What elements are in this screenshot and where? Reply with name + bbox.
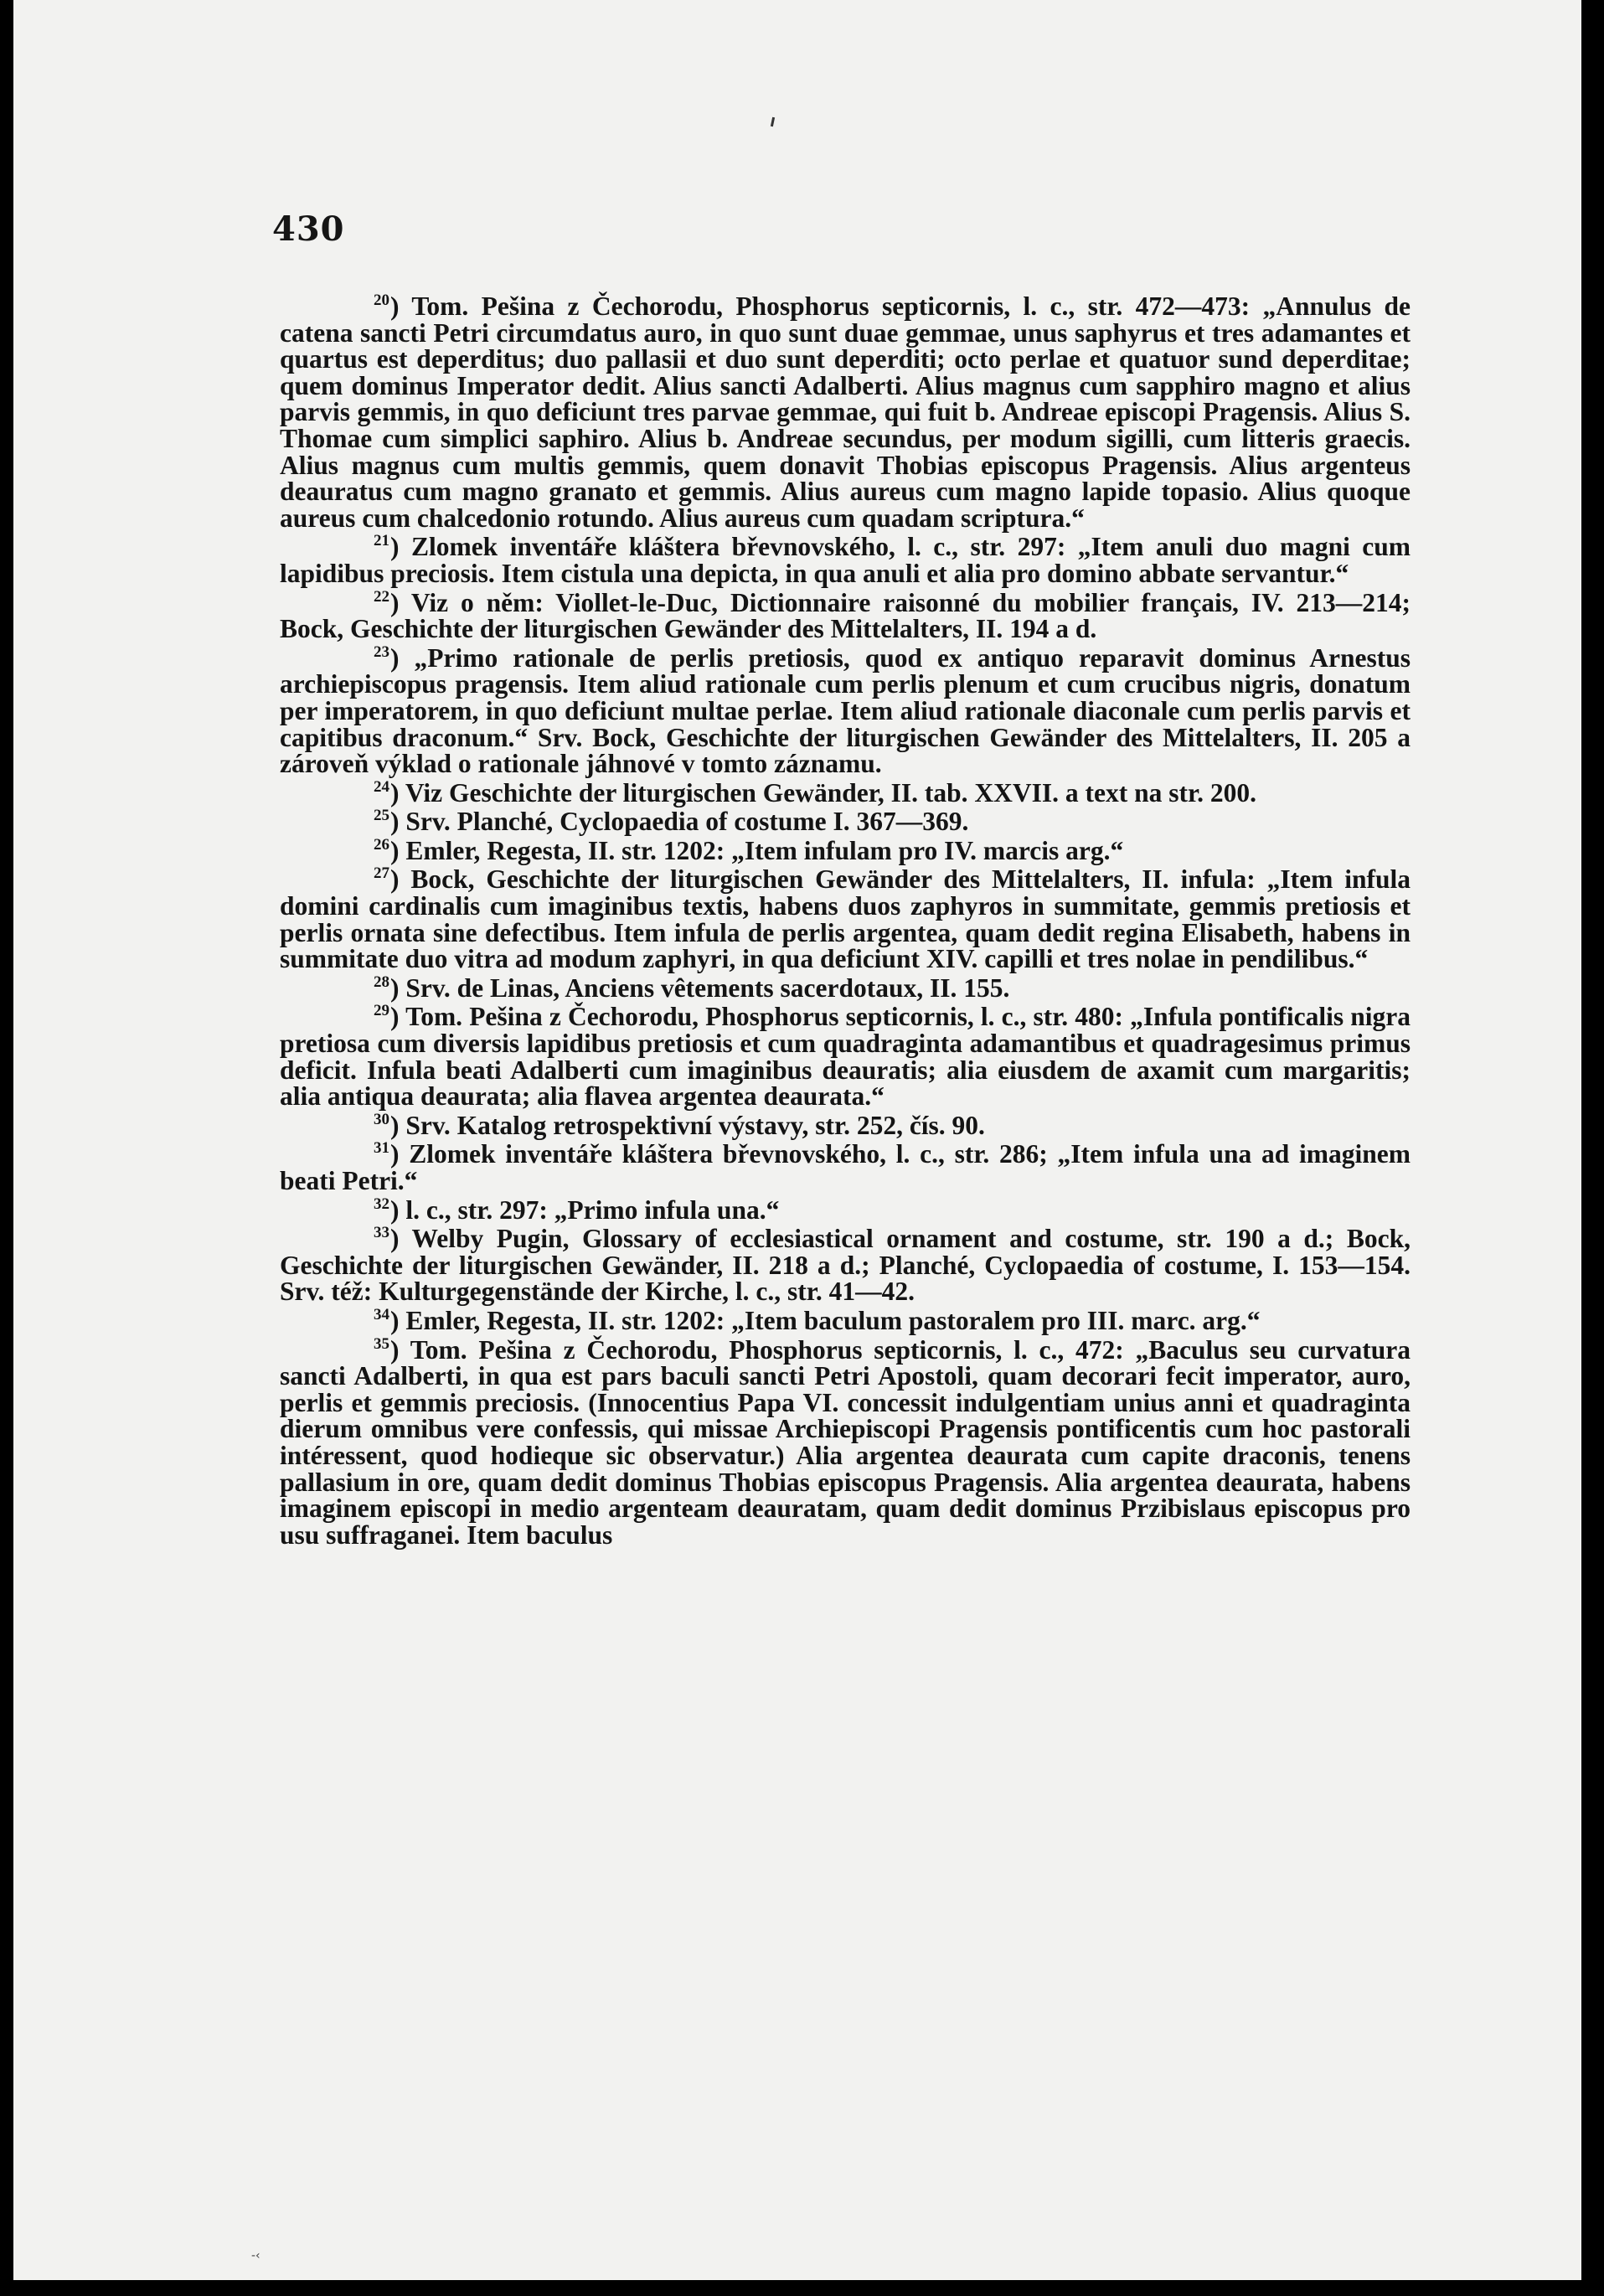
footnote-number: 23 [374, 642, 389, 661]
footnote: $^{21}$) Zlomek inventáře kláštera břevnovského, l. c., str. 297: „Item anuli duo magni cum lapidibus preciosis. Item cistula una depicta, in qua anuli et alia pro domino abbate servantur.“ [280, 532, 1411, 588]
footnote-number: 34 [374, 1305, 389, 1323]
footnote-text: Tom. Pešina z Čechorodu, Phosphorus septicornis, l. c., str. 480: „Infula pontificalis nigra pretiosa cum diversis lapidibus pretiosis et cum quadraginta adamantibus et quadragesimus primus deficit. Infula beati Adalberti cum imaginibus deauratis; alia eiusdem de axamit cum margaritis; alia antiqua deaurata; alia flavea argentea deaurata.“ [280, 1002, 1411, 1112]
footnote: $^{30}$) Srv. Katalog retrospektivní výstavy, str. 252, čís. 90. [374, 1110, 985, 1140]
footnote-text: Srv. de Linas, Anciens vêtements sacerdotaux, II. 155. [405, 973, 1010, 1003]
footnote: $^{26}$) Emler, Regesta, II. str. 1202: „Item infulam pro IV. marcis arg.“ [374, 835, 1124, 865]
ink-speck [771, 117, 775, 126]
footnote: $^{34}$) Emler, Regesta, II. str. 1202: „Item baculum pastoralem pro III. marc. arg.“ [374, 1305, 1261, 1335]
footnote: $^{24}$) Viz Geschichte der liturgischen Gewänder, II. tab. XXVII. a text na str. 200. [374, 777, 1256, 807]
footnote-number: 31 [374, 1139, 389, 1158]
footnote-text: l. c., str. 297: „Primo infula una.“ [405, 1194, 780, 1225]
footnote: $^{35}$) Tom. Pešina z Čechorodu, Phosphorus septicornis, l. c., 472: „Baculus seu curvatura sancti Adalberti, in qua est pars baculi sancti Petri Apostoli, quam decorari fecit imperator, auro, perlis et gemmis preciosis. (Innocentius Papa VI. concessit indulgentiam unius anni et quadraginta dierum omnibus vere confessis, qui missae Archiepiscopi Pragensis pontificentis cum hoc pastorali intéressent, quod hodieque sic observatur.) Alia argentea deaurata cum capite draconis, tenens pallasium in ore, quam dedit dominus Thobias episcopus Pragensis. Alia argentea deaurata, habens imaginem episcopi in medio argenteam deauratam, quam dedit dominus Przibislaus episcopus pro usu suffraganei. Item baculus [280, 1334, 1411, 1550]
footnote-text: Viz Geschichte der liturgischen Gewänder, II. tab. XXVII. a text na str. 200. [405, 777, 1256, 807]
footnote-number: 25 [374, 807, 389, 825]
footnote-text: Welby Pugin, Glossary of ecclesiastical ornament and costume, str. 190 a d.; Bock, Geschichte der liturgischen Gewänder, II. 218 a d.; Planché, Cyclopaedia of costume, I. 153—154. Srv. též: Kulturgegenstände der Kirche, l. c., str. 41—42. [280, 1224, 1411, 1307]
footnote-number: 32 [374, 1194, 389, 1213]
footnote-number: 24 [374, 777, 389, 796]
footnote: $^{28}$) Srv. de Linas, Anciens vêtements sacerdotaux, II. 155. [374, 973, 1010, 1003]
footnote-number: 22 [374, 587, 389, 606]
footnote-text: Zlomek inventáře kláštera břevnovského, l. c., str. 297: „Item anuli duo magni cum lapidibus preciosis. Item cistula una depicta, in qua anuli et alia pro domino abbate servantur.“ [280, 532, 1411, 588]
footnote: $^{23}$) „Primo rationale de perlis pretiosis, quod ex antiquo reparavit dominus Arnestus archiepiscopus pragensis. Item aliud rationale cum perlis plenum et cum crucibus nigris, donatum per imperatorem, in quo deficiunt multae perlae. Item aliud rationale diaconale cum perlis parvis et capitibus draconum.“ Srv. Bock, Geschichte der liturgischen Gewänder des Mittelalters, II. 205 a zároveň výklad o rationale jáhnové v tomto záznamu. [280, 642, 1411, 779]
footnote-number: 20 [374, 292, 389, 309]
footnote-number: 28 [374, 973, 389, 991]
footnote: $^{33}$) Welby Pugin, Glossary of ecclesiastical ornament and costume, str. 190 a d.; Bock, Geschichte der liturgischen Gewänder, II. 218 a d.; Planché, Cyclopaedia of costume, I. 153—154. Srv. též: Kulturgegenstände der Kirche, l. c., str. 41—42. [280, 1224, 1411, 1307]
footnote-text: Tom. Pešina z Čechorodu, Phosphorus septicornis, l. c., str. 472—473: „Annulus de catena sancti Petri circumdatus auro, in quo sunt duae gemmae, unus saphyrus et tres adamantes et quartus est deperditus; duo pallasii et duo sunt deperditi; octo perlae et quatuor sund deperditae; quem dominus Imperator dedit. Alius sancti Adalberti. Alius magnus cum sapphiro magno et alius parvis gemmis, in quo deficiunt tres parvae gemmae, qui fuit b. Andreae episcopi Pragensis. Alius S. Thomae cum simplici saphiro. Alius b. Andreae secundus, per modum sigilli, cum litteris graecis. Alius magnus cum multis gemmis, quem donavit Thobias episcopus Pragensis. Alius argenteus deauratus cum magno granato et gemmis. Alius aureus cum magno lapide topasio. Alius quoque aureus cum chalcedonio rotundo. Alius aureus cum quadam scriptura.“ [280, 292, 1411, 533]
footnote-number: 27 [374, 864, 389, 883]
footnote-text: Emler, Regesta, II. str. 1202: „Item infulam pro IV. marcis arg.“ [405, 835, 1124, 865]
footnote: $^{32}$) l. c., str. 297: „Primo infula una.“ [374, 1194, 780, 1225]
footnote-number: 33 [374, 1224, 389, 1242]
footnote: $^{29}$) Tom. Pešina z Čechorodu, Phosphorus septicornis, l. c., str. 480: „Infula pontificalis nigra pretiosa cum diversis lapidibus pretiosis et cum quadraginta adamantibus et quadragesimus primus deficit. Infula beati Adalberti cum imaginibus deauratis; alia eiusdem de axamit cum margaritis; alia antiqua deaurata; alia flavea argentea deaurata.“ [280, 1002, 1411, 1112]
footnote-text: „Primo rationale de perlis pretiosis, quod ex antiquo reparavit dominus Arnestus archiepiscopus pragensis. Item aliud rationale cum perlis plenum et cum crucibus nigris, donatum per imperatorem, in quo deficiunt multae perlae. Item aliud rationale diaconale cum perlis parvis et capitibus draconum.“ Srv. Bock, Geschichte der liturgischen Gewänder des Mittelalters, II. 205 a zároveň výklad o rationale jáhnové v tomto záznamu. [280, 642, 1411, 779]
footnote-number: 26 [374, 835, 389, 854]
footnotes-block [280, 293, 1411, 1550]
footnote-text: Tom. Pešina z Čechorodu, Phosphorus septicornis, l. c., 472: „Baculus seu curvatura sancti Adalberti, in qua est pars baculi sancti Petri Apostoli, quam decorari fecit imperator, auro, perlis et gemmis preciosis. (Innocentius Papa VI. concessit indulgentiam unius anni et quadraginta dierum omnibus vere confessis, qui missae Archiepiscopi Pragensis pontificentis cum hoc pastorali intéressent, quod hodieque sic observatur.) Alia argentea deaurata cum capite draconis, tenens pallasium in ore, quam dedit dominus Thobias episcopus Pragensis. Alia argentea deaurata, habens imaginem episcopi in medio argenteam deauratam, quam dedit dominus Przibislaus episcopus pro usu suffraganei. Item baculus [280, 1334, 1411, 1550]
footnote-number: 29 [374, 1002, 389, 1020]
footnote: $^{27}$) Bock, Geschichte der liturgischen Gewänder des Mittelalters, II. infula: „Item infula domini cardinalis cum imaginibus textis, habens duos zaphyros in summitate, gemmis pretiosis et perlis ornata sine defectibus. Item infula de perlis argentea, quam dedit regina Elisabeth, habens in summitate duo vitra ad modum zaphyri, in qua deficiunt XIV. capilli et tres nolae in pendilibus.“ [280, 864, 1411, 974]
footnote: $^{31}$) Zlomek inventáře kláštera břevnovského, l. c., str. 286; „Item infula una ad imaginem beati Petri.“ [280, 1139, 1411, 1195]
footnote-text: Srv. Katalog retrospektivní výstavy, str. 252, čís. 90. [405, 1110, 985, 1140]
footnote-number: 21 [374, 532, 389, 550]
footnote-text: Emler, Regesta, II. str. 1202: „Item baculum pastoralem pro III. marc. arg.“ [405, 1305, 1261, 1335]
scan-artifact-mark: -‹ [251, 2249, 260, 2262]
footnote-number: 30 [374, 1110, 389, 1128]
footnote: $^{22}$) Viz o něm: Viollet-le-Duc, Dictionnaire raisonné du mobilier français, IV. 213—214; Bock, Geschichte der liturgischen Gewänder des Mittelalters, II. 194 a d. [280, 587, 1411, 644]
footnote-text: Srv. Planché, Cyclopaedia of costume I. 367—369. [405, 807, 969, 837]
footnote-text: Zlomek inventáře kláštera břevnovského, l. c., str. 286; „Item infula una ad imaginem beati Petri.“ [280, 1139, 1411, 1195]
footnote-number: 35 [374, 1334, 389, 1353]
footnote-text: Viz o něm: Viollet-le-Duc, Dictionnaire raisonné du mobilier français, IV. 213—214; Bock, Geschichte der liturgischen Gewänder des Mittelalters, II. 194 a d. [280, 587, 1411, 644]
page-number: 430 [272, 209, 345, 249]
footnote: $^{20}$) Tom. Pešina z Čechorodu, Phosphorus septicornis, l. c., str. 472—473: „Annulus de catena sancti Petri circumdatus auro, in quo sunt duae gemmae, unus saphyrus et tres adamantes et quartus est deperditus; duo pallasii et duo sunt deperditi; octo perlae et quatuor sund deperditae; quem dominus Imperator dedit. Alius sancti Adalberti. Alius magnus cum sapphiro magno et alius parvis gemmis, in quo deficiunt tres parvae gemmae, qui fuit b. Andreae episcopi Pragensis. Alius S. Thomae cum simplici saphiro. Alius b. Andreae secundus, per modum sigilli, cum litteris graecis. Alius magnus cum multis gemmis, quem donavit Thobias episcopus Pragensis. Alius argenteus deauratus cum magno granato et gemmis. Alius aureus cum magno lapide topasio. Alius quoque aureus cum chalcedonio rotundo. Alius aureus cum quadam scriptura.“ [280, 292, 1411, 533]
footnote-text: Bock, Geschichte der liturgischen Gewänder des Mittelalters, II. infula: „Item infula domini cardinalis cum imaginibus textis, habens duos zaphyros in summitate, gemmis pretiosis et perlis ornata sine defectibus. Item infula de perlis argentea, quam dedit regina Elisabeth, habens in summitate duo vitra ad modum zaphyri, in qua deficiunt XIV. capilli et tres nolae in pendilibus.“ [280, 864, 1411, 974]
footnote: $^{25}$) Srv. Planché, Cyclopaedia of costume I. 367—369. [374, 807, 969, 837]
